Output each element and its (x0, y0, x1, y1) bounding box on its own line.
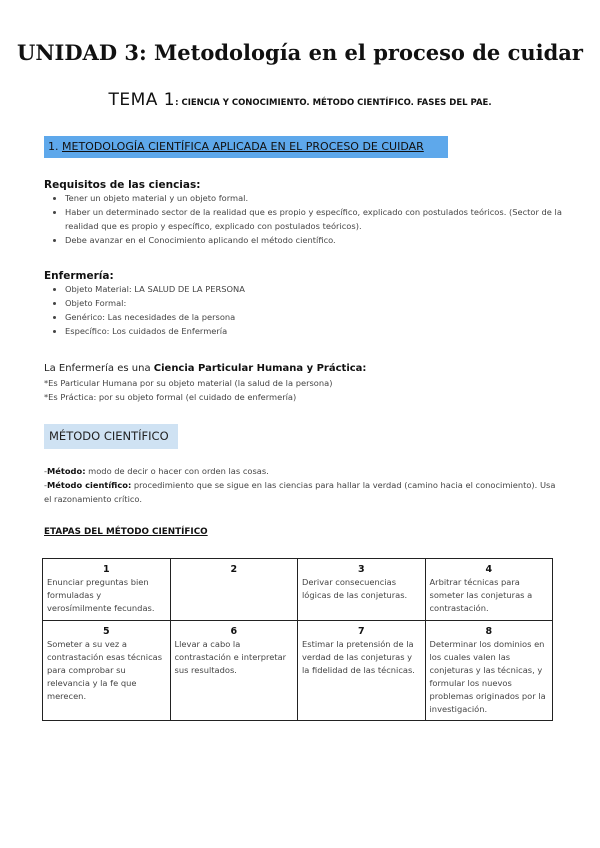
def-text: modo de decir o hacer con orden las cosas. (85, 466, 269, 476)
table-row (43, 621, 553, 721)
document-title: UNIDAD 3: Metodología en el proceso de cuidar (17, 40, 583, 65)
step-number: 2 (230, 564, 238, 575)
ciencia-block (44, 361, 564, 404)
section-number: 1. (48, 140, 59, 153)
requisitos-block (44, 179, 564, 247)
table-cell (298, 559, 426, 621)
metodo-heading: MÉTODO CIENTÍFICO (44, 424, 178, 449)
def-text: procedimiento que se sigue en las ciencias para hallar la verdad (camino hacia el conocimiento). Usa el razonamiento crítico. (44, 480, 556, 504)
ciencia-bold: Ciencia Particular Humana y Práctica: (153, 363, 367, 374)
table-cell (425, 559, 553, 621)
table-cell (425, 621, 553, 721)
section-1-heading (44, 136, 448, 158)
requisitos-heading: Requisitos de las ciencias: (44, 179, 201, 191)
enfermeria-heading: Enfermería: (44, 270, 114, 282)
step-number: 1 (102, 564, 110, 575)
list-item: • Objeto Material: LA SALUD DE LA PERSONA (65, 282, 564, 296)
ciencia-line: *Es Práctica: por su objeto formal (el cuidado de enfermería) (44, 392, 297, 402)
def-term: Método: (47, 466, 86, 476)
tema-subtitle: : CIENCIA Y CONOCIMIENTO. MÉTODO CIENTÍFICO. FASES DEL PAE. (175, 98, 492, 108)
list-item: • Objeto Formal: (65, 296, 564, 310)
table-cell (43, 621, 171, 721)
step-text: Enunciar preguntas bien formuladas y verosímilmente fecundas. (47, 577, 155, 613)
table-cell (170, 621, 298, 721)
step-number: 5 (102, 626, 110, 637)
list-item: • Debe avanzar en el Conocimiento aplicando el método científico. (65, 233, 564, 247)
step-number: 8 (485, 626, 493, 637)
list-item: • Tener un objeto material y un objeto formal. (65, 191, 564, 205)
step-text: Arbitrar técnicas para someter las conjeturas a contrastación. (429, 577, 533, 613)
def-term: Método científico: (47, 480, 132, 490)
section-title: METODOLOGÍA CIENTÍFICA APLICADA EN EL PROCESO DE CUIDAR (62, 140, 424, 153)
list-item: • Genérico: Las necesidades de la persona (65, 310, 564, 324)
step-number: 6 (230, 626, 238, 637)
tema-heading (0, 90, 600, 110)
ciencia-prefix: La Enfermería es una (44, 363, 154, 374)
step-number: 3 (357, 564, 365, 575)
table-cell (43, 559, 171, 621)
table-cell (170, 559, 298, 621)
etapas-table (42, 558, 553, 721)
etapas-heading: ETAPAS DEL MÉTODO CIENTÍFICO (44, 527, 208, 537)
metodo-definitions: -Método: modo de decir o hacer con orden las cosas. -Método científico: procedimiento que se sigue en las ciencias para hallar la verdad (camino hacia el conocimiento). Usa el razonamiento crítico. (44, 466, 556, 504)
step-text: Derivar consecuencias lógicas de las conjeturas. (302, 577, 408, 600)
step-text: Someter a su vez a contrastación esas técnicas para comprobar su relevancia y la fe que merecen. (47, 639, 163, 701)
tema-label: TEMA 1 (108, 90, 176, 110)
enfermeria-block (44, 270, 564, 338)
list-item: • Específico: Los cuidados de Enfermería (65, 324, 564, 338)
step-text: Determinar los dominios en los cuales valen las conjeturas y las técnicas, y formular los nuevos problemas originados por la investigación. (429, 639, 546, 714)
step-number: 4 (485, 564, 493, 575)
step-text: Llevar a cabo la contrastación e interpretar sus resultados. (174, 639, 287, 675)
table-row (43, 559, 553, 621)
step-number: 7 (357, 626, 365, 637)
list-item: • Haber un determinado sector de la realidad que es propio y específico, explicado con postulados teóricos. (Sector de la realidad que es propio y específico, explicado con postulados teóricos). (65, 205, 564, 233)
table-cell (298, 621, 426, 721)
ciencia-line: *Es Particular Humana por su objeto material (la salud de la persona) (44, 378, 333, 388)
step-text: Estimar la pretensión de la verdad de las conjeturas y la fidelidad de las técnicas. (302, 639, 415, 675)
